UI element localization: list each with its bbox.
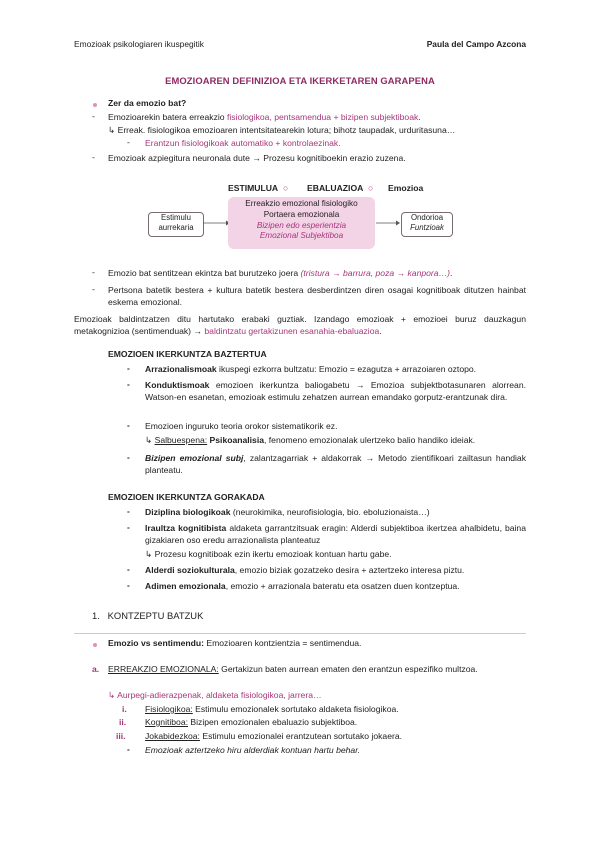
- baztertua-item-4-bold: Bizipen emozional subj: [145, 453, 244, 463]
- roman-iii: iii.: [116, 731, 126, 741]
- header-right: Paula del Campo Azcona: [426, 39, 526, 49]
- right-box-line-2: Funtzioak: [410, 223, 444, 232]
- dash-marker: -: [127, 452, 130, 462]
- cognitive-text: Bizipen emozionalen ebaluazio subjektiboa.: [188, 717, 358, 727]
- header-left: Emozioak psikologiaren ikuspegitik: [74, 39, 204, 49]
- emotion-vs-feeling-bold: Emozio vs sentimendu:: [108, 638, 204, 648]
- arrowhead-right-icon: [396, 221, 400, 226]
- list-label-a: a.: [92, 664, 100, 674]
- diagram-head-3: Emozioa: [388, 183, 424, 193]
- dash-marker: -: [127, 420, 130, 430]
- baztertua-item-1-text: ikuspegi ezkorra bultzatu: Emozio = ezagutza + arrazoiaren oztopo.: [216, 364, 477, 374]
- reaction-definition: [108, 663, 526, 675]
- left-box-line-2: aurrekaria: [158, 223, 194, 232]
- intro-question: Zer da emozio bat?: [108, 98, 187, 108]
- page-title: EMOZIOAREN DEFINIZIOA ETA IKERKETAREN GARAPENA: [165, 75, 435, 86]
- reaction-sub: ↳ Aurpegi-adierazpenak, aldaketa fisiologikoa, jarrera…: [108, 690, 322, 700]
- after-paragraph-c: .: [379, 326, 382, 336]
- physiological-term: Fisiologikoa:: [145, 704, 193, 714]
- section-divider: [74, 633, 526, 634]
- baztertua-item-3-sub: [145, 434, 475, 446]
- cognitive-term: Kognitiboa:: [145, 717, 189, 727]
- behavioral-term: Jokabidezkoa:: [145, 731, 200, 741]
- dash-marker: -: [127, 506, 130, 516]
- after-paragraph: [74, 313, 526, 337]
- intro-line-1a: Emozioarekin batera erreakzio: [108, 112, 227, 122]
- after-line-1: [108, 267, 452, 279]
- diagram-head-1: ESTIMULUA: [228, 183, 279, 193]
- dash-marker: -: [127, 564, 130, 574]
- section-baztertua-title: EMOZIOEN IKERKUNTZA BAZTERTUA: [108, 349, 267, 359]
- gorakada-item-2-bold: Iraultza kognitibista: [145, 523, 227, 533]
- exception-bold: Psikoanalisia: [207, 435, 265, 445]
- gorakada-item-3: [145, 564, 464, 576]
- after-line-1a: Emozio bat sentitzean ekintza bat burutzeko joera: [108, 268, 301, 278]
- baztertua-item-2: [145, 379, 526, 403]
- reaction-behavioral: [145, 730, 402, 742]
- intro-line-4: Emozioak azpiegitura neuronala dute → Prozesu kognitiboekin erazio zuzena.: [108, 153, 406, 163]
- section-gorakada-title: EMOZIOEN IKERKUNTZA GORAKADA: [108, 492, 265, 502]
- section-1-title: KONTZEPTU BATZUK: [107, 610, 204, 621]
- gorakada-item-4-bold: Adimen emozionala: [145, 581, 226, 591]
- dash-marker: -: [127, 379, 130, 389]
- dash-marker: -: [92, 152, 95, 162]
- section-1-heading: [92, 610, 203, 621]
- diagram-center-box: [228, 197, 375, 249]
- dash-marker: -: [127, 522, 130, 532]
- gorakada-item-2: [145, 522, 526, 546]
- dash-marker: -: [127, 137, 130, 147]
- exception-label: Salbuespena:: [154, 435, 208, 445]
- center-box-line-2: Portaera emozionala: [263, 209, 340, 219]
- intro-line-3: Erantzun fisiologikoak automatiko + kontrolaezinak.: [145, 138, 341, 148]
- dash-marker: -: [92, 111, 95, 121]
- center-box-line-3: Bizipen edo esperientzia: [256, 220, 347, 230]
- after-line-1b: (tristura → barrura, poza → kanpora…): [300, 268, 451, 278]
- behavioral-text: Estimulu emozionalei erantzutean sortutako jokaera.: [199, 731, 403, 741]
- gorakada-item-4: [145, 580, 460, 592]
- intro-line-1b: fisiologikoa, pentsamendua + bizipen subjektiboak: [226, 112, 419, 122]
- physiological-text: Estimulu emozionalek sortutako aldaketa fisiologikoa.: [192, 704, 399, 714]
- dash-marker: -: [92, 267, 95, 277]
- bullet-dot-icon: [93, 643, 97, 647]
- gorakada-item-2-text: aldaketa garrantzitsuak eragin: Alderdi subjektiboa ikertzea ahalbidetu, baina gizakiaren oso eredu arrazionalista planteatuz: [145, 523, 526, 545]
- dash-marker: -: [92, 284, 95, 294]
- baztertua-item-2-text: emozioen ikerkuntza baliogabetu → Emozioa subjektbotasunaren alorrean. Watson-en esanetan, emozioak estimulu zehatzen aurrean emandako gorputz-erantzunak dira.: [145, 380, 526, 402]
- arrow-icon: ○: [283, 183, 289, 193]
- gorakada-item-1-bold: Diziplina biologikoak: [145, 507, 231, 517]
- reaction-text: Gertakizun baten aurrean ematen den erantzun espezifiko multzoa.: [218, 664, 478, 674]
- reaction-physiological: [145, 703, 399, 715]
- diagram-head-2: EBALUAZIOA: [307, 183, 364, 193]
- dash-marker: -: [127, 744, 130, 754]
- diagram-right-box: [401, 212, 453, 237]
- baztertua-item-3: Emozioen inguruko teoria orokor sistematikorik ez.: [145, 421, 338, 431]
- after-paragraph-b: baldintzatu gertakizunen esanahia-ebaluazioa: [204, 326, 380, 336]
- sub-arrow-icon: ↳: [145, 435, 155, 445]
- baztertua-item-4-text: , zalantzagarriak + aldakorrak → Metodo zientifikoari zailtasun handiak planteatu.: [145, 453, 526, 475]
- center-box-line-4: Emozional Subjektiboa: [259, 231, 344, 241]
- intro-line-1c: .: [418, 112, 421, 122]
- reaction-note: Emozioak aztertzeko hiru alderdiak kontuan hartu behar.: [145, 745, 361, 755]
- gorakada-item-4-text: , emozio + arrazionala bateratu eta osatzen duen kontzeptua.: [225, 581, 460, 591]
- roman-i: i.: [122, 704, 127, 714]
- after-paragraph-a: Emozioak baldintzatzen ditu hartutako erabaki guztiak. Izandago emozioak + emozioei buruz dauzkagun metakognizioa (sentimenduak) →: [74, 314, 526, 336]
- exception-text: , fenomeno emozionalak ulertzeko balio handiko ideiak.: [264, 435, 476, 445]
- intro-line-2: ↳ Erreak. fisiologikoa emozioaren intentsitatearekin lotura; bihotz taupadak, urduritasuna…: [108, 125, 456, 135]
- emotion-vs-feeling: [108, 637, 361, 649]
- gorakada-item-3-text: , emozio biziak gozatzeko desira + aztertzeko interesa piztu.: [234, 565, 465, 575]
- section-1-number: 1.: [92, 610, 100, 621]
- reaction-cognitive: [145, 716, 357, 728]
- baztertua-item-1-bold: Arrazionalismoak: [145, 364, 217, 374]
- arrow-icon: ○: [368, 183, 374, 193]
- gorakada-item-1-text: (neurokimika, neurofisiologia, bio. eboluzionaista…): [230, 507, 430, 517]
- dash-marker: -: [127, 363, 130, 373]
- center-box-line-1: Erreakzio emozional fisiologiko: [245, 199, 358, 208]
- reaction-term: ERREAKZIO EMOZIONALA:: [108, 664, 219, 674]
- gorakada-item-3-bold: Alderdi soziokulturala: [145, 565, 235, 575]
- baztertua-item-1: [145, 363, 476, 375]
- after-line-2: Pertsona batetik bestera + kultura batetik bestera desberdintzen diren osagai kognitiboak ditutzen hainbat eskema emozional.: [108, 285, 526, 307]
- roman-ii: ii.: [119, 717, 127, 727]
- gorakada-item-2-sub: ↳ Prozesu kognitiboak ezin ikertu emozioak kontuan hartu gabe.: [145, 549, 392, 559]
- right-box-line-1: Ondorioa: [410, 213, 444, 222]
- baztertua-item-2-bold: Konduktismoak: [145, 380, 210, 390]
- after-line-1c: .: [450, 268, 453, 278]
- gorakada-item-1: [145, 506, 430, 518]
- left-box-line-1: Estimulu: [161, 213, 191, 222]
- dash-marker: -: [127, 580, 130, 590]
- baztertua-item-4: [145, 452, 526, 476]
- emotion-vs-feeling-text: Emozioaren kontzientzia = sentimendua.: [203, 638, 362, 648]
